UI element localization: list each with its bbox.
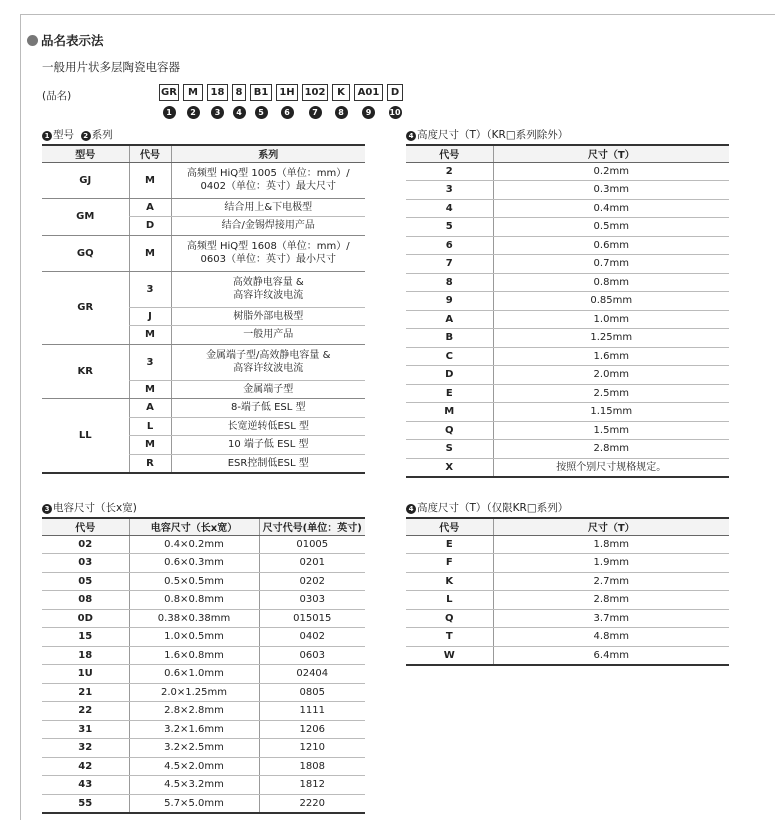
series-line: ESR控制低ESL 型 bbox=[227, 457, 309, 469]
series-line: 高效静电容量 & bbox=[232, 277, 304, 288]
code-cell: R bbox=[129, 454, 171, 473]
series-line: 高容许纹波电流 bbox=[233, 363, 304, 374]
part-segment-number-icon: 10 bbox=[389, 108, 401, 117]
code-cell: 0D bbox=[42, 609, 129, 628]
code-cell: 22 bbox=[42, 702, 129, 721]
enum-4-icon: 4 bbox=[406, 131, 416, 141]
series-line: 长宽逆转低ESL 型 bbox=[227, 420, 309, 432]
table-row bbox=[406, 572, 729, 591]
type-cell: KR bbox=[42, 344, 129, 399]
code-cell: 32 bbox=[42, 739, 129, 758]
type-cell: GR bbox=[42, 271, 129, 344]
value-cell: 2.8mm bbox=[493, 440, 729, 459]
code-cell: D bbox=[406, 366, 493, 385]
type-caption-text: 型号 bbox=[53, 129, 74, 141]
header-code: 代号 bbox=[129, 145, 171, 162]
table-row bbox=[406, 384, 729, 403]
value-cell: 1.8mm bbox=[493, 535, 729, 554]
enum-4-icon: 4 bbox=[406, 504, 416, 514]
value-cell: 0.2mm bbox=[493, 162, 729, 181]
table-row bbox=[42, 665, 365, 684]
table-row bbox=[42, 162, 365, 198]
table-row bbox=[406, 273, 729, 292]
table-row bbox=[42, 271, 365, 307]
code-cell: K bbox=[406, 572, 493, 591]
code-cell: 05 bbox=[42, 572, 129, 591]
series-line: 8-端子低 ESL 型 bbox=[230, 402, 306, 414]
code-cell: J bbox=[129, 307, 171, 326]
code-cell: 4 bbox=[406, 199, 493, 218]
value-cell: 0.38×0.38mm bbox=[129, 609, 259, 628]
value-cell: 2.0×1.25mm bbox=[129, 683, 259, 702]
value-cell: 1.0×0.5mm bbox=[129, 628, 259, 647]
part-segment-box: 8 bbox=[232, 84, 246, 101]
value-cell: 1.6mm bbox=[493, 347, 729, 366]
code-cell: A bbox=[129, 399, 171, 418]
value-cell: 0202 bbox=[259, 572, 365, 591]
frame-left-rule bbox=[20, 14, 21, 820]
value-cell: 2.7mm bbox=[493, 572, 729, 591]
code-cell: D bbox=[129, 217, 171, 236]
table-row bbox=[42, 628, 365, 647]
header-code: 代号 bbox=[42, 518, 129, 535]
code-cell: C bbox=[406, 347, 493, 366]
value-cell: 01005 bbox=[259, 535, 365, 554]
value-cell: 0402 bbox=[259, 628, 365, 647]
part-segment-number-icon: 4 bbox=[233, 106, 246, 119]
value-cell: 0.8×0.8mm bbox=[129, 591, 259, 610]
series-line: 10 端子低 ESL 型 bbox=[228, 439, 309, 451]
code-cell: Q bbox=[406, 421, 493, 440]
height-kr-caption-text: 高度尺寸（T）（仅限KR□系列） bbox=[417, 502, 569, 514]
series-cell bbox=[171, 235, 365, 271]
value-cell: 2.8×2.8mm bbox=[129, 702, 259, 721]
table-row bbox=[42, 776, 365, 795]
value-cell: 0805 bbox=[259, 683, 365, 702]
code-cell: 5 bbox=[406, 218, 493, 237]
series-cell bbox=[171, 344, 365, 380]
part-segment-box: D bbox=[387, 84, 403, 101]
series-cell bbox=[171, 271, 365, 307]
table-row bbox=[406, 440, 729, 459]
value-cell: 015015 bbox=[259, 609, 365, 628]
type-cell: GJ bbox=[42, 162, 129, 198]
code-cell: S bbox=[406, 440, 493, 459]
code-cell: 03 bbox=[42, 554, 129, 573]
value-cell: 2220 bbox=[259, 794, 365, 813]
size-caption-text: 电容尺寸（长x宽) bbox=[53, 502, 137, 514]
code-cell: M bbox=[129, 162, 171, 198]
table-row bbox=[42, 198, 365, 217]
table-row bbox=[406, 591, 729, 610]
height-table bbox=[406, 144, 729, 478]
series-line: 一般用产品 bbox=[243, 329, 294, 341]
table-row bbox=[42, 591, 365, 610]
table-row bbox=[42, 646, 365, 665]
table-row bbox=[42, 702, 365, 721]
header-series: 系列 bbox=[171, 145, 365, 162]
code-cell: 3 bbox=[406, 181, 493, 200]
code-cell: L bbox=[129, 417, 171, 436]
subtitle: 一般用片状多层陶瓷电容器 bbox=[42, 60, 180, 74]
series-line: 金属端子型/高效静电容量 & bbox=[206, 350, 331, 361]
part-segment-number-icon: 8 bbox=[335, 106, 348, 119]
table-row bbox=[42, 609, 365, 628]
value-cell: 2.5mm bbox=[493, 384, 729, 403]
table-row bbox=[42, 344, 365, 380]
code-cell: 9 bbox=[406, 292, 493, 311]
code-cell: M bbox=[129, 235, 171, 271]
value-cell: 按照个别尺寸规格规定。 bbox=[493, 458, 729, 477]
series-cell bbox=[171, 454, 365, 473]
code-cell: F bbox=[406, 554, 493, 573]
code-cell: 18 bbox=[42, 646, 129, 665]
value-cell: 0.6×1.0mm bbox=[129, 665, 259, 684]
series-line: 金属端子型 bbox=[243, 383, 294, 395]
code-cell: A bbox=[406, 310, 493, 329]
table-row bbox=[406, 199, 729, 218]
table-row bbox=[406, 292, 729, 311]
value-cell: 1.0mm bbox=[493, 310, 729, 329]
value-cell: 0603 bbox=[259, 646, 365, 665]
height-kr-table bbox=[406, 517, 729, 666]
section-title-text: 品名表示法 bbox=[41, 33, 104, 48]
value-cell: 1111 bbox=[259, 702, 365, 721]
value-cell: 1.15mm bbox=[493, 403, 729, 422]
height-table-caption bbox=[406, 127, 568, 142]
value-cell: 0.85mm bbox=[493, 292, 729, 311]
table-row bbox=[406, 628, 729, 647]
series-line: 高频型 HiQ型 1005（单位：mm）/ bbox=[186, 168, 350, 179]
table-row bbox=[406, 646, 729, 665]
height-caption-text: 高度尺寸（T）（KR□系列除外） bbox=[417, 129, 569, 141]
value-cell: 0.5×0.5mm bbox=[129, 572, 259, 591]
table-row bbox=[406, 236, 729, 255]
part-number-label: (品名) bbox=[42, 90, 72, 102]
value-cell: 0.6mm bbox=[493, 236, 729, 255]
part-segment-number-icon: 3 bbox=[211, 106, 224, 119]
part-segment-box: GR bbox=[159, 84, 179, 101]
value-cell: 0303 bbox=[259, 591, 365, 610]
code-cell: M bbox=[129, 326, 171, 345]
code-cell: 31 bbox=[42, 720, 129, 739]
table-row bbox=[406, 255, 729, 274]
table-row bbox=[406, 366, 729, 385]
part-segment-number-icon: 6 bbox=[281, 106, 294, 119]
table-row bbox=[42, 554, 365, 573]
value-cell: 0201 bbox=[259, 554, 365, 573]
value-cell: 5.7×5.0mm bbox=[129, 794, 259, 813]
frame-top-rule bbox=[20, 14, 775, 15]
value-cell: 4.5×2.0mm bbox=[129, 757, 259, 776]
value-cell: 0.8mm bbox=[493, 273, 729, 292]
code-cell: B bbox=[406, 329, 493, 348]
size-table bbox=[42, 517, 365, 814]
table-row bbox=[42, 683, 365, 702]
section-title bbox=[27, 31, 104, 49]
series-line: 高频型 HiQ型 1608（单位：mm）/ bbox=[186, 241, 350, 252]
value-cell: 3.7mm bbox=[493, 609, 729, 628]
bullet-dot-icon bbox=[27, 35, 38, 46]
table-row bbox=[406, 347, 729, 366]
code-cell: 8 bbox=[406, 273, 493, 292]
code-cell: 55 bbox=[42, 794, 129, 813]
header-inch-code: 尺寸代号(单位：英寸) bbox=[259, 518, 365, 535]
table-row bbox=[406, 458, 729, 477]
table-row bbox=[406, 310, 729, 329]
value-cell: 1812 bbox=[259, 776, 365, 795]
part-segment-box: A01 bbox=[354, 84, 383, 101]
code-cell: T bbox=[406, 628, 493, 647]
value-cell: 1210 bbox=[259, 739, 365, 758]
header-code: 代号 bbox=[406, 518, 493, 535]
value-cell: 3.2×2.5mm bbox=[129, 739, 259, 758]
table-row bbox=[42, 572, 365, 591]
part-segment-box: 1H bbox=[276, 84, 298, 101]
code-cell: 21 bbox=[42, 683, 129, 702]
value-cell: 1206 bbox=[259, 720, 365, 739]
part-segment-number-icon: 1 bbox=[163, 106, 176, 119]
value-cell: 1808 bbox=[259, 757, 365, 776]
part-segment-number-icon: 5 bbox=[255, 106, 268, 119]
code-cell: X bbox=[406, 458, 493, 477]
series-cell bbox=[171, 399, 365, 418]
code-cell: M bbox=[129, 380, 171, 399]
header-dimension: 电容尺寸（长x宽） bbox=[129, 518, 259, 535]
series-line: 树脂外部电极型 bbox=[233, 310, 304, 322]
code-cell: 43 bbox=[42, 776, 129, 795]
code-cell: E bbox=[406, 384, 493, 403]
code-cell: 08 bbox=[42, 591, 129, 610]
value-cell: 0.3mm bbox=[493, 181, 729, 200]
code-cell: E bbox=[406, 535, 493, 554]
code-cell: L bbox=[406, 591, 493, 610]
type-cell: GM bbox=[42, 198, 129, 235]
header-size: 尺寸（T） bbox=[493, 518, 729, 535]
series-caption-text: 系列 bbox=[91, 129, 113, 141]
value-cell: 2.0mm bbox=[493, 366, 729, 385]
code-cell: M bbox=[129, 436, 171, 455]
value-cell: 1.5mm bbox=[493, 421, 729, 440]
code-cell: 15 bbox=[42, 628, 129, 647]
value-cell: 0.6×0.3mm bbox=[129, 554, 259, 573]
series-line: 结合/金锡焊接用产品 bbox=[221, 220, 315, 232]
series-cell bbox=[171, 417, 365, 436]
series-cell bbox=[171, 198, 365, 217]
code-cell: 02 bbox=[42, 535, 129, 554]
part-segment-number-icon: 7 bbox=[309, 106, 322, 119]
code-cell: W bbox=[406, 646, 493, 665]
table-row bbox=[406, 329, 729, 348]
series-cell bbox=[171, 436, 365, 455]
table-row bbox=[406, 609, 729, 628]
series-cell bbox=[171, 380, 365, 399]
size-table-caption bbox=[42, 500, 137, 515]
value-cell: 4.5×3.2mm bbox=[129, 776, 259, 795]
table-row bbox=[406, 162, 729, 181]
value-cell: 1.6×0.8mm bbox=[129, 646, 259, 665]
height-kr-table-caption bbox=[406, 500, 568, 515]
value-cell: 4.8mm bbox=[493, 628, 729, 647]
table-row bbox=[42, 739, 365, 758]
table-row bbox=[406, 554, 729, 573]
code-cell: A bbox=[129, 198, 171, 217]
part-segment-number-icon: 9 bbox=[362, 106, 375, 119]
code-cell: 6 bbox=[406, 236, 493, 255]
value-cell: 0.5mm bbox=[493, 218, 729, 237]
enum-2-icon: 2 bbox=[81, 131, 91, 141]
code-cell: 3 bbox=[129, 271, 171, 307]
table-row bbox=[406, 535, 729, 554]
code-cell: 7 bbox=[406, 255, 493, 274]
type-cell: LL bbox=[42, 399, 129, 473]
table-row bbox=[42, 720, 365, 739]
value-cell: 02404 bbox=[259, 665, 365, 684]
value-cell: 3.2×1.6mm bbox=[129, 720, 259, 739]
value-cell: 2.8mm bbox=[493, 591, 729, 610]
table-row bbox=[406, 218, 729, 237]
series-cell bbox=[171, 307, 365, 326]
part-segment-box: M bbox=[183, 84, 203, 101]
code-cell: Q bbox=[406, 609, 493, 628]
series-line: 0402（单位：英寸）最大尺寸 bbox=[200, 181, 336, 192]
part-segment-number-icon: 2 bbox=[187, 106, 200, 119]
series-cell bbox=[171, 326, 365, 345]
type-cell: GQ bbox=[42, 235, 129, 271]
series-cell bbox=[171, 217, 365, 236]
part-segment-box: B1 bbox=[250, 84, 272, 101]
header-type: 型号 bbox=[42, 145, 129, 162]
table-row bbox=[42, 235, 365, 271]
type-table-caption bbox=[42, 127, 113, 142]
part-segment-box: 18 bbox=[207, 84, 228, 101]
value-cell: 1.25mm bbox=[493, 329, 729, 348]
value-cell: 1.9mm bbox=[493, 554, 729, 573]
value-cell: 0.4mm bbox=[493, 199, 729, 218]
header-code: 代号 bbox=[406, 145, 493, 162]
series-line: 0603（单位：英寸）最小尺寸 bbox=[200, 254, 336, 265]
part-segment-box: K bbox=[332, 84, 350, 101]
table-row bbox=[42, 399, 365, 418]
code-cell: 3 bbox=[129, 344, 171, 380]
code-cell: 2 bbox=[406, 162, 493, 181]
part-segment-box: 102 bbox=[302, 84, 328, 101]
value-cell: 6.4mm bbox=[493, 646, 729, 665]
value-cell: 0.7mm bbox=[493, 255, 729, 274]
table-row bbox=[406, 181, 729, 200]
series-cell bbox=[171, 162, 365, 198]
table-row bbox=[42, 794, 365, 813]
code-cell: 1U bbox=[42, 665, 129, 684]
enum-1-icon: 1 bbox=[42, 131, 52, 141]
table-row bbox=[406, 421, 729, 440]
series-line: 结合用上&下电极型 bbox=[224, 201, 313, 213]
series-line: 高容许纹波电流 bbox=[233, 290, 304, 301]
header-size: 尺寸（T） bbox=[493, 145, 729, 162]
type-series-table bbox=[42, 144, 365, 474]
table-row bbox=[42, 535, 365, 554]
code-cell: M bbox=[406, 403, 493, 422]
enum-3-icon: 3 bbox=[42, 504, 52, 514]
table-row bbox=[406, 403, 729, 422]
code-cell: 42 bbox=[42, 757, 129, 776]
value-cell: 0.4×0.2mm bbox=[129, 535, 259, 554]
table-row bbox=[42, 757, 365, 776]
